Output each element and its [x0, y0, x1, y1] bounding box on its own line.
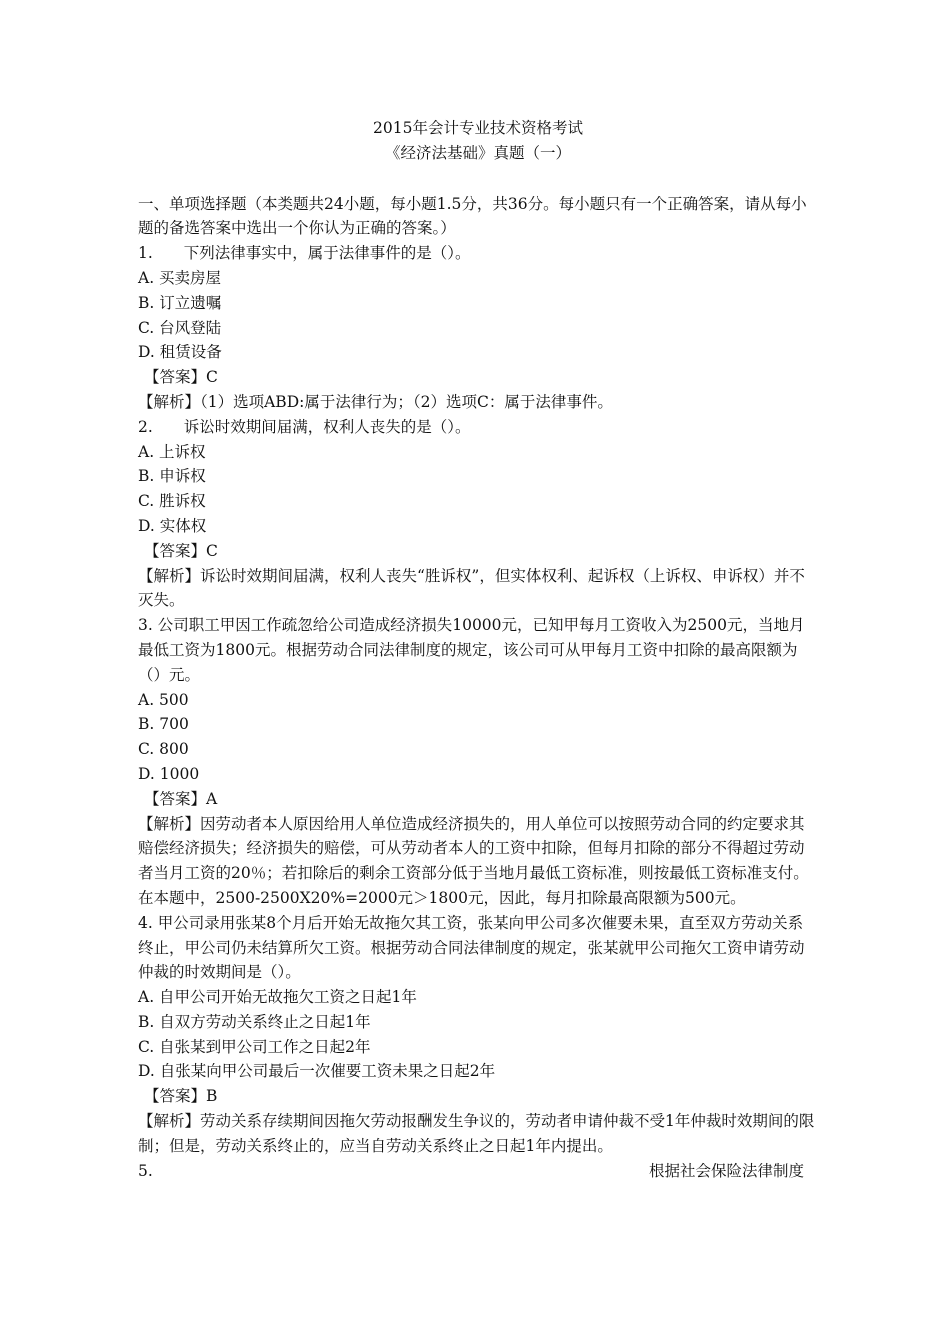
- option-c: C. 自张某到甲公司工作之日起2年: [138, 1037, 371, 1056]
- spacer: [138, 166, 818, 192]
- option-d: D. 实体权: [138, 516, 207, 535]
- answer: 【答案】C: [144, 368, 218, 387]
- answer: 【答案】A: [144, 789, 218, 808]
- option-b: B. 自双方劳动关系终止之日起1年: [138, 1012, 371, 1031]
- question-1: [138, 241, 818, 415]
- exam-subtitle: 《经济法基础》真题（一）: [384, 143, 571, 162]
- option-d: D. 租赁设备: [138, 343, 222, 362]
- option-a: A. 500: [138, 690, 189, 709]
- question-stem: 3. 公司职工甲因工作疏忽给公司造成经济损失10000元，已知甲每月工资收入为2500元，当地月最低工资为1800元。根据劳动合同法律制度的规定，该公司可从甲每月工资中扣除的最高限额为（）元。: [138, 616, 805, 684]
- analysis: 【解析】（1）选项ABD:属于法律行为；（2）选项C：属于法律事件。: [138, 392, 613, 411]
- question-2: [138, 415, 818, 613]
- question-stem: 4. 甲公司录用张某8个月后开始无故拖欠其工资，张某向甲公司多次催要未果，直至双方劳动关系终止，甲公司仍未结算所欠工资。根据劳动合同法律制度的规定，张某就甲公司拖欠工资申请劳动仲裁的时效期间是（）。: [138, 913, 805, 982]
- analysis: 【解析】诉讼时效期间届满，权利人丧失“胜诉权”，但实体权利、起诉权（上诉权、申诉权）并不灭失。: [138, 566, 805, 610]
- option-a: A. 自甲公司开始无故拖欠工资之日起1年: [138, 988, 417, 1007]
- question-number: 5.: [138, 1161, 153, 1180]
- option-c: C. 800: [138, 740, 189, 759]
- answer: 【答案】B: [144, 1087, 218, 1106]
- option-c: C. 台风登陆: [138, 318, 222, 337]
- question-stem: 2. 诉讼时效期间届满，权利人丧失的是（）。: [138, 417, 471, 436]
- question-3: [138, 613, 818, 911]
- question-stem: 1. 下列法律事实中，属于法律事件的是（）。: [138, 244, 471, 263]
- document-page: [138, 116, 818, 1183]
- option-a: A. 上诉权: [138, 442, 206, 461]
- option-b: B. 700: [138, 715, 189, 734]
- option-d: D. 1000: [138, 764, 200, 783]
- answer: 【答案】C: [144, 541, 218, 560]
- option-b: B. 订立遗嘱: [138, 293, 222, 312]
- section-header: 一、单项选择题（本类题共24小题，每小题1.5分，共36分。每小题只有一个正确答案，请从每小题的备选答案中选出一个你认为正确的答案。）: [138, 194, 807, 238]
- question-4: [138, 911, 818, 1159]
- option-a: A. 买卖房屋: [138, 268, 222, 287]
- analysis: 【解析】劳动关系存续期间因拖欠劳动报酬发生争议的，劳动者申请仲裁不受1年仲裁时效期间的限制；但是，劳动关系终止的，应当自劳动关系终止之日起1年内提出。: [138, 1112, 815, 1155]
- exam-title: 2015年会计专业技术资格考试: [373, 119, 583, 137]
- question-stem: 根据社会保险法律制度: [648, 1161, 804, 1180]
- option-c: C. 胜诉权: [138, 492, 206, 511]
- option-d: D. 自张某向甲公司最后一次催要工资未果之日起2年: [138, 1062, 496, 1081]
- analysis: 【解析】因劳动者本人原因给用人单位造成经济损失的，用人单位可以按照劳动合同的约定要求其赔偿经济损失；经济损失的赔偿，可从劳动者本人的工资中扣除，但每月扣除的部分不得超过劳动者当月工资的20％；若扣除后的剩余工资部分低于当地月最低工资标准，则按最低工资标准支付。在本题中，2500-2500X20%=2000元＞1800元，因此，每月扣除最高限额为500元。: [138, 814, 809, 907]
- question-5: [138, 1159, 818, 1184]
- option-b: B. 申诉权: [138, 467, 206, 486]
